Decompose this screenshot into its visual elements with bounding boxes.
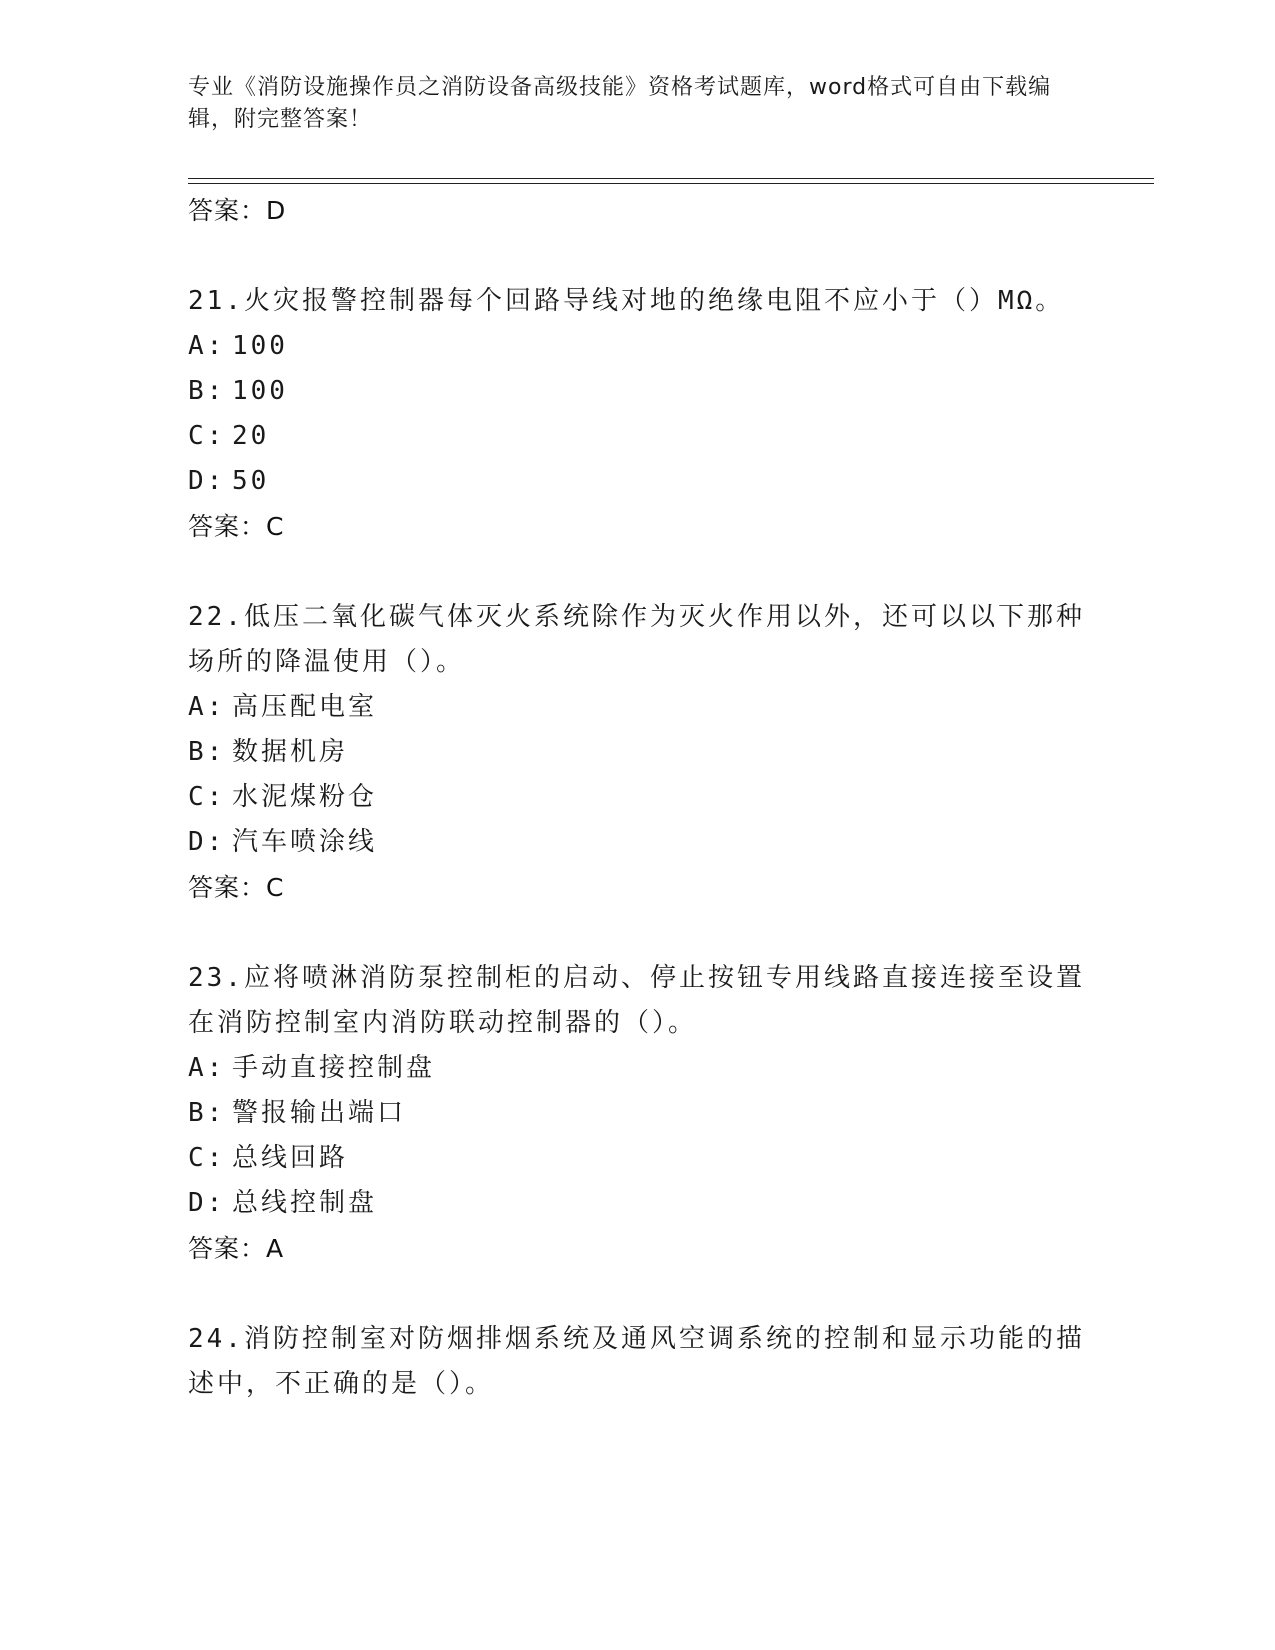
- question-text: 23.应将喷淋消防泵控制柜的启动、停止按钮专用线路直接连接至设置在消防控制室内消防联动控制器的（）。: [188, 963, 1085, 1038]
- option-letter: A:: [188, 331, 226, 361]
- option-text: 总线控制盘: [232, 1188, 378, 1218]
- option-letter: D:: [188, 466, 226, 496]
- option-letter: C:: [188, 421, 226, 451]
- option-b: [188, 1091, 1088, 1136]
- option-text: 100: [232, 331, 288, 361]
- option-letter: C:: [188, 782, 226, 812]
- question-24: [188, 1317, 1088, 1407]
- question-text: 24.消防控制室对防烟排烟系统及通风空调系统的控制和显示功能的描述中，不正确的是（）。: [188, 1324, 1085, 1399]
- header-divider-top: [188, 178, 1154, 179]
- option-letter: D:: [188, 827, 226, 857]
- option-a: [188, 1046, 1088, 1091]
- option-a: [188, 324, 1088, 369]
- option-a: [188, 685, 1088, 730]
- option-text: 100: [232, 376, 288, 406]
- option-text: 高压配电室: [232, 692, 378, 722]
- question-21: [188, 279, 1088, 550]
- option-text: 50: [232, 466, 270, 496]
- option-text: 汽车喷涂线: [232, 827, 378, 857]
- question-text: 21.火灾报警控制器每个回路导线对地的绝缘电阻不应小于（）MΩ。: [188, 286, 1065, 316]
- option-d: [188, 820, 1088, 865]
- option-letter: D:: [188, 1188, 226, 1218]
- option-letter: A:: [188, 1053, 226, 1083]
- option-b: [188, 730, 1088, 775]
- option-d: [188, 1181, 1088, 1226]
- option-b: [188, 369, 1088, 414]
- option-letter: A:: [188, 692, 226, 722]
- option-c: [188, 775, 1088, 820]
- question-text: 22.低压二氧化碳气体灭火系统除作为灭火作用以外，还可以以下那种场所的降温使用（）。: [188, 602, 1085, 677]
- option-letter: B:: [188, 376, 226, 406]
- option-letter: B:: [188, 1098, 226, 1128]
- answer-line: 答案：C: [188, 512, 285, 541]
- option-c: [188, 414, 1088, 459]
- option-text: 总线回路: [232, 1143, 349, 1173]
- option-text: 手动直接控制盘: [232, 1053, 436, 1083]
- option-text: 警报输出端口: [232, 1098, 407, 1128]
- question-22: [188, 595, 1088, 911]
- question-list: [188, 188, 1088, 1407]
- option-letter: B:: [188, 737, 226, 767]
- answer-line: 答案：A: [188, 1234, 285, 1263]
- option-text: 20: [232, 421, 270, 451]
- option-text: 数据机房: [232, 737, 349, 767]
- document-header: 专业《消防设施操作员之消防设备高级技能》资格考试题库，word格式可自由下载编辑，附完整答案！: [188, 75, 1052, 132]
- option-text: 水泥煤粉仓: [232, 782, 378, 812]
- question-23: [188, 956, 1088, 1272]
- option-letter: C:: [188, 1143, 226, 1173]
- previous-answer: 答案：D: [188, 196, 287, 225]
- header-divider-bottom: [188, 183, 1154, 184]
- answer-line: 答案：C: [188, 873, 285, 902]
- option-d: [188, 459, 1088, 504]
- option-c: [188, 1136, 1088, 1181]
